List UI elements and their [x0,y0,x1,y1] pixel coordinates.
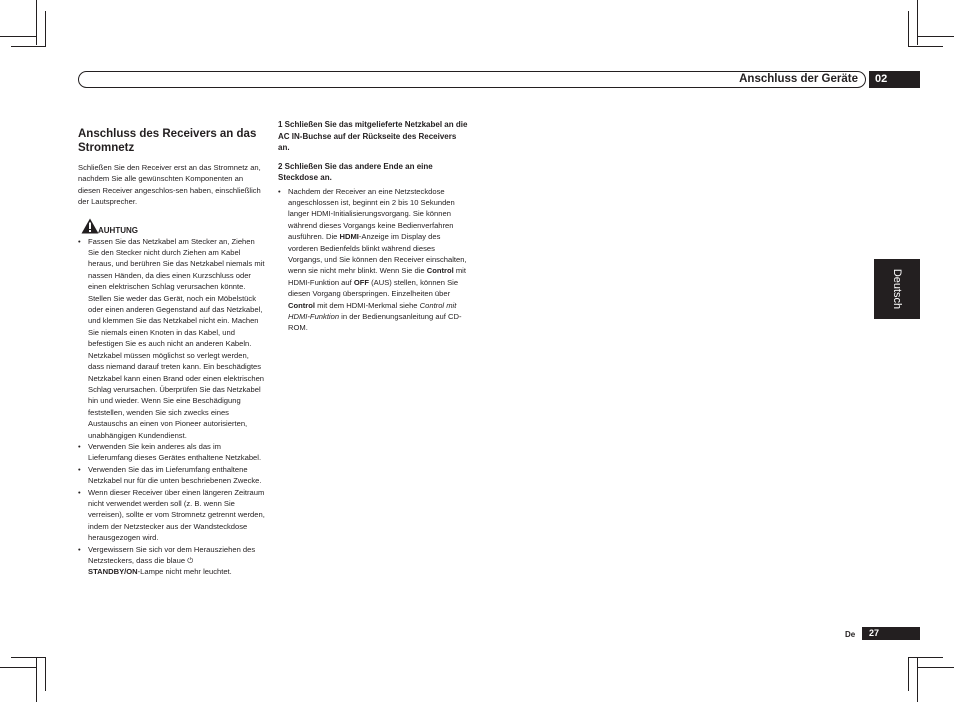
note-list [278,186,468,334]
caution-header [78,218,266,234]
caution-label: AUHTUNG [98,225,138,235]
left-column [78,127,266,578]
list-item: • Fassen Sie das Netzkabel am Stecker an, Ziehen Sie den Stecker nicht durch Ziehen am Kabel heraus, und berühren Sie das Netzkabel niemals mit nassen Händen, da dies einen Kurzschluss oder einen elektrischen Schlag verursachen könnte. Stellen Sie weder das Gerät, noch ein Möbelstück oder einen anderen Gegenstand auf das Netzkabel, und klemmen Sie das Netzkabel nicht ein. Machen Sie niemals einen Knoten in das Kabel, und befestigen Sie es auch nicht an anderen Kabeln. Netzkabel müssen möglichst so verlegt werden, dass niemand darauf treten kann. Ein beschädigtes Netzkabel kann einen Brand oder einen elektrischen Schlag verursachen. Überprüfen Sie das Netzkabel hin und wieder. Wenn Sie eine Beschädigung feststellen, wenden Sie sich zwecks eines Austauschs an einen von Pioneer autorisierten, unabhängigen Kundendienst. [78,236,266,441]
list-item-text: Vergewissern Sie sich vor dem Herausziehen des Netzsteckers, dass die blaue [88,544,256,565]
note-text: mit HDMI-Funktion auf [288,266,466,287]
intro-paragraph: Schließen Sie den Receiver erst an das Stromnetz an, nachdem Sie alle gewünschten Komponenten an diesen Receiver angeschlos-sen haben, einschließlich der Lautsprecher. [78,163,261,207]
note-text: (AUS) stellen, können Sie diesen Vorgang überspringen. Einzelheiten über [288,277,459,299]
list-item-text: -Lampe nicht mehr leuchtet. [137,567,232,577]
note-bold: HDMI [339,232,359,242]
crop-mark [908,46,943,47]
list-item [278,186,468,334]
language-label: Deutsch [891,268,903,310]
crop-mark [36,658,37,702]
crop-mark [11,46,46,47]
header-title: Anschluss der Geräte [739,73,858,85]
caution-list [78,236,266,578]
note-bold: Control [426,266,454,276]
list-item: • Wenn dieser Receiver über einen längeren Zeitraum nicht verwendet werden soll (z. B. wenn Sie verreisen), sollte er vom Stromnetz getrennt werden, indem der Netzstecker aus der Wandsteckdose herausgezogen wird. [78,487,266,544]
footer-language: De [845,630,856,639]
note-text: Nachdem der Receiver an eine Netzsteckdose angeschlossen ist, beginnt ein 2 bis 10 Sekunden langer HDMI-Initialisierungsvorgang. Sie können während dieses Vorgangs keine Bedienverfahren ausführen. Die [288,186,455,242]
note-italic: Control mit HDMI-Funktion [288,300,457,321]
chapter-number: 02 [869,71,920,88]
crop-mark [908,657,943,658]
note-text: -Anzeige im Display des vorderen Bedienfelds blinkt während dieses Vorgangs, und Sie können den Receiver einschalten, wenn sie nicht mehr blinkt. Wenn Sie die [288,232,467,276]
crop-mark [917,667,954,668]
step-1: 1 Schließen Sie das mitgelieferte Netzkabel an die AC IN-Buchse auf der Rückseite des Receivers an. [278,120,468,152]
language-tab [874,259,920,319]
right-column [278,119,468,334]
standby-icon: ⏻ [187,556,194,565]
note-text: mit dem HDMI-Merkmal siehe [315,300,420,310]
note-bold: OFF [353,277,370,287]
list-item: • Verwenden Sie kein anderes als das im Lieferumfang dieses Gerätes enthaltene Netzkabel. [78,441,266,464]
standby-label: STANDBY/ON [88,567,138,577]
page-number: 27 [862,627,920,640]
note-text: in der Bedienungsanleitung auf CD-ROM. [288,311,462,333]
crop-mark [908,657,909,691]
crop-mark [917,36,954,37]
list-item [78,544,266,578]
list-item: • Verwenden Sie das im Lieferumfang enthaltene Netzkabel nur für die unten beschriebenen Zwecke. [78,464,266,487]
crop-mark [0,36,37,37]
crop-mark [11,657,46,658]
warning-icon [81,218,99,234]
step-2: 2 Schließen Sie das andere Ende an eine Steckdose an. [278,161,433,182]
crop-mark [908,11,909,47]
note-bold: Control [288,300,315,310]
crop-mark [917,658,918,702]
crop-mark [917,0,918,45]
crop-mark [36,0,37,45]
crop-mark [0,667,37,668]
section-heading: Anschluss des Receivers an das Stromnetz [78,128,257,154]
crop-mark [45,657,46,691]
crop-mark [45,11,46,47]
